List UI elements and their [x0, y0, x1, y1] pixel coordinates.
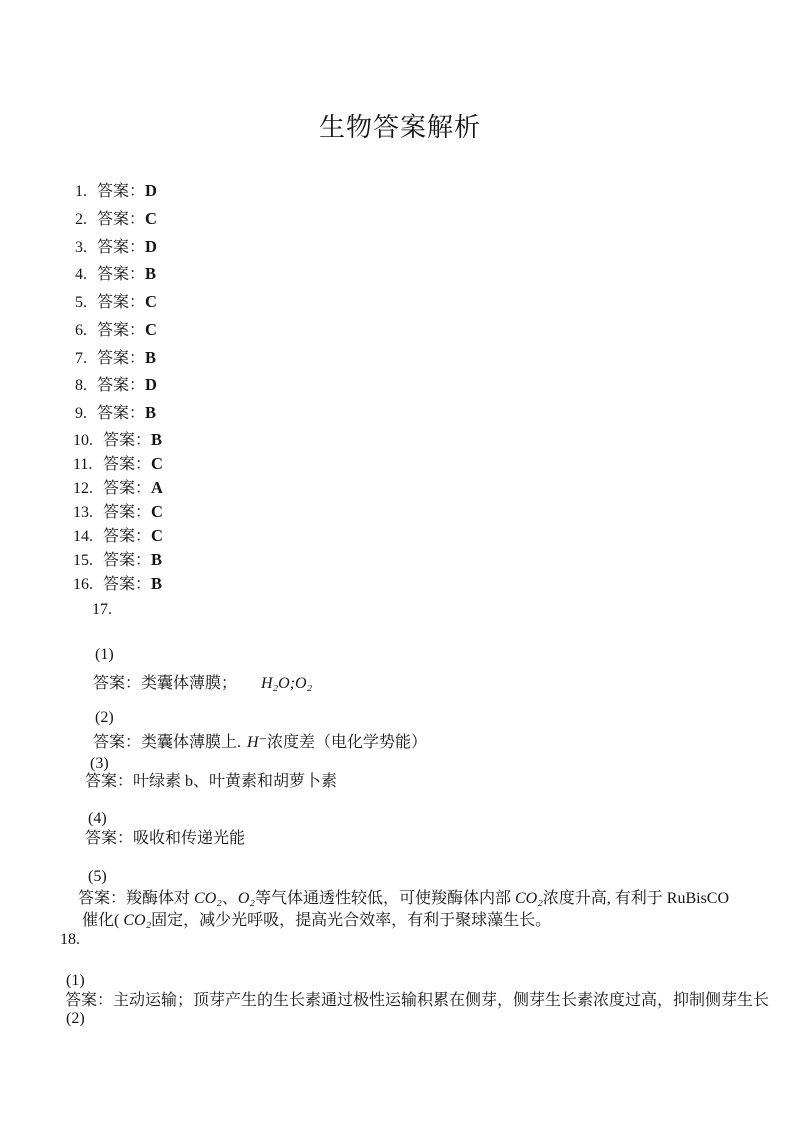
answer-letter: B: [145, 348, 157, 367]
q17-part-5-answer-line1: [78, 889, 729, 909]
answer-label: 答案：: [97, 239, 146, 256]
row-number: 16.: [73, 576, 93, 593]
q17-part-1-answer: [93, 674, 312, 694]
q17-part-1-marker: (1): [95, 646, 114, 663]
row-number: 7.: [75, 350, 87, 367]
answer-letter: B: [151, 550, 163, 569]
answer-row-9: [75, 403, 156, 424]
answer-prefix: 答案：: [93, 734, 142, 751]
answer-text: 、: [221, 890, 238, 907]
row-number: 5.: [75, 294, 87, 311]
q18-part-2-marker: (2): [66, 1010, 85, 1027]
row-number: 4.: [75, 266, 87, 283]
row-number: 12.: [73, 480, 93, 497]
row-number: 9.: [75, 405, 87, 422]
answer-prefix: 答案：: [65, 992, 114, 1009]
answer-prefix: 答案：: [85, 773, 134, 790]
answer-text: 固定，减少光呼吸，提高光合效率，有利于聚球藻生长。: [151, 912, 552, 929]
q17-part-2-answer: [93, 733, 427, 753]
answer-letter: D: [145, 237, 157, 256]
answer-text: 浓度差（电化学势能）: [267, 734, 428, 751]
answer-letter: C: [145, 320, 157, 339]
answer-row-14: [73, 526, 163, 547]
answer-letter: C: [151, 454, 163, 473]
row-number: 14.: [73, 528, 93, 545]
answer-letter: D: [145, 375, 157, 394]
answer-label: 答案：: [97, 405, 146, 422]
q17-part-3-marker: (3): [90, 755, 109, 772]
row-number: 1.: [75, 183, 87, 200]
q17-part-4-answer: [85, 829, 245, 849]
answer-row-8: [75, 375, 157, 396]
formula-h-ion: H⁻: [247, 734, 268, 751]
answer-row-12: [73, 478, 163, 499]
answer-text: 主动运输；顶芽产生的生长素通过极性运输积累在侧芽，侧芽生长素浓度过高，抑制侧芽生长: [113, 992, 770, 1009]
row-number: 8.: [75, 377, 87, 394]
row-number: 2.: [75, 211, 87, 228]
answer-row-4: [75, 264, 156, 285]
formula-h2o-o2: H₂O;O₂: [261, 675, 313, 692]
q18-part-1-answer: [65, 991, 769, 1011]
answer-letter: A: [151, 478, 163, 497]
row-number: 6.: [75, 322, 87, 339]
answer-label: 答案：: [103, 504, 152, 521]
answer-text: 类囊体薄膜；: [141, 675, 238, 692]
answer-letter: D: [145, 181, 157, 200]
row-number: 13.: [73, 504, 93, 521]
formula-co2: CO₂: [194, 890, 222, 907]
answer-letter: B: [145, 403, 157, 422]
answer-row-1: [75, 181, 157, 202]
answer-prefix: 答案：: [85, 830, 134, 847]
q17-part-5-answer-line2: [82, 911, 551, 931]
q18-part-1-marker: (1): [66, 972, 85, 989]
row-number: 11.: [73, 456, 93, 473]
answer-label: 答案：: [97, 183, 146, 200]
answer-letter: C: [145, 209, 157, 228]
answer-label: 答案：: [97, 266, 146, 283]
answer-text: 催化(: [82, 912, 124, 929]
answer-prefix: 答案：: [93, 675, 142, 692]
formula-co2: CO₂: [514, 890, 543, 907]
answer-text: 浓度升高, 有利于 RuBisCO: [542, 890, 730, 907]
formula-o2: O₂: [237, 890, 255, 907]
answer-letter: B: [151, 430, 163, 449]
answer-row-6: [75, 320, 157, 341]
answer-row-10: [73, 430, 162, 451]
answer-row-2: [75, 209, 157, 230]
answer-label: 答案：: [103, 480, 152, 497]
answer-row-16: [73, 574, 162, 595]
row-number: 15.: [73, 552, 93, 569]
answer-label: 答案：: [97, 294, 146, 311]
answer-row-13: [73, 502, 163, 523]
answer-row-7: [75, 348, 156, 369]
answer-row-5: [75, 292, 157, 313]
formula-co2: CO₂: [123, 912, 152, 929]
row-number: 3.: [75, 239, 87, 256]
row-number: 10.: [73, 432, 93, 449]
answer-label: 答案：: [103, 528, 152, 545]
answer-label: 答案：: [97, 377, 146, 394]
answer-text: 羧酶体对: [126, 890, 195, 907]
q17-part-5-marker: (5): [88, 868, 107, 885]
answer-label: 答案：: [97, 322, 146, 339]
answer-text: 吸收和传递光能: [133, 830, 246, 847]
page-title: 生物答案解析: [318, 113, 481, 142]
answer-label: 答案：: [103, 552, 152, 569]
answer-label: 答案：: [97, 211, 146, 228]
answer-letter: B: [151, 574, 163, 593]
answer-row-15: [73, 550, 162, 571]
question-17-number: 17.: [92, 601, 112, 618]
q17-part-4-marker: (4): [88, 810, 107, 827]
answer-label: 答案：: [97, 350, 146, 367]
answer-row-3: [75, 237, 157, 258]
answer-label: 答案：: [103, 432, 152, 449]
q17-part-3-answer: [85, 772, 337, 792]
answer-letter: C: [145, 292, 157, 311]
answer-prefix: 答案：: [78, 890, 127, 907]
answer-letter: C: [151, 526, 163, 545]
q17-part-2-marker: (2): [95, 709, 114, 726]
answer-label: 答案：: [103, 576, 152, 593]
answer-letter: B: [145, 264, 157, 283]
question-18-number: 18.: [60, 931, 80, 948]
answer-text: 等气体通透性较低，可使羧酶体内部: [254, 890, 515, 907]
answer-label: 答案：: [103, 456, 152, 473]
answer-text: 类囊体薄膜上.: [141, 734, 242, 751]
answer-letter: C: [151, 502, 163, 521]
answer-text: 叶绿素 b、叶黄素和胡萝卜素: [133, 773, 338, 790]
answer-row-11: [73, 454, 163, 475]
